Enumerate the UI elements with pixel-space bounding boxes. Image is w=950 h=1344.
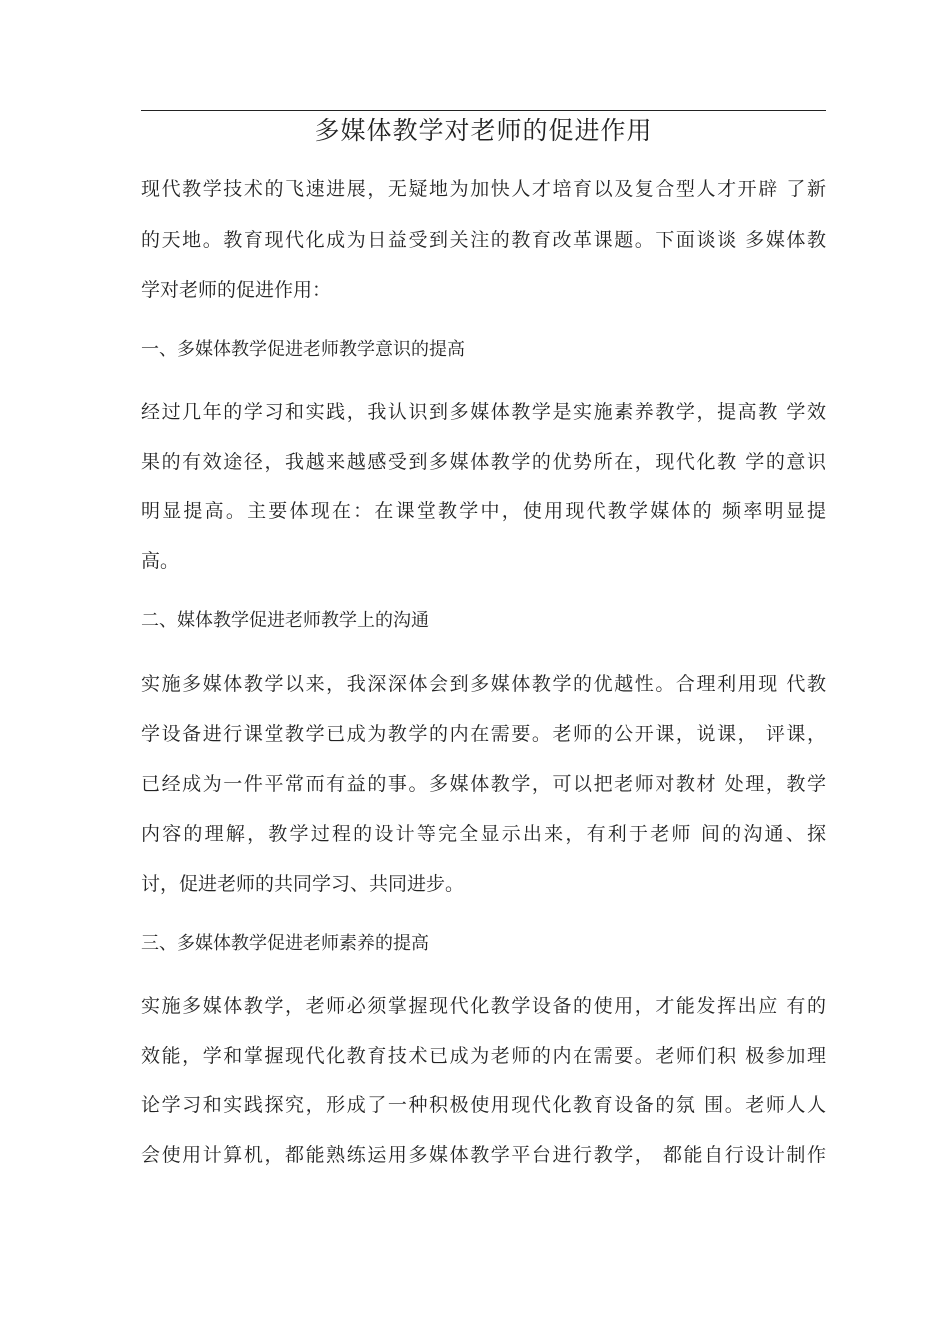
paragraph-line: 学设备进行课堂教学已成为教学的内在需要。老师的公开课，说课， 评课， <box>141 723 826 745</box>
paragraph-line: 经过几年的学习和实践，我认识到多媒体教学是实施素养教学，提高教 学效 <box>141 401 826 423</box>
paragraph-line: 会使用计算机，都能熟练运用多媒体教学平台进行教学， 都能自行设计制作 <box>141 1144 826 1166</box>
paragraph-line: 效能，学和掌握现代化教育技术已成为老师的内在需要。老师们积 极参加理 <box>141 1045 826 1067</box>
paragraph-line: 讨，促进老师的共同学习、共同进步。 <box>141 873 465 895</box>
document-title: 多媒体教学对老师的促进作用 <box>314 116 653 145</box>
paragraph-line: 现代教学技术的飞速进展，无疑地为加快人才培育以及复合型人才开辟 了新 <box>141 178 826 200</box>
section-heading: 一、多媒体教学促进老师教学意识的提高 <box>141 339 465 360</box>
paragraph-line: 果的有效途径，我越来越感受到多媒体教学的优势所在，现代化教 学的意识 <box>141 451 826 473</box>
paragraph-line: 内容的理解，教学过程的设计等完全显示出来，有利于老师 间的沟通、探 <box>141 823 826 845</box>
paragraph-line: 论学习和实践探究，形成了一种积极使用现代化教育设备的氛 围。老师人人 <box>141 1094 826 1116</box>
section-heading: 二、媒体教学促进老师教学上的沟通 <box>141 610 429 631</box>
paragraph-line: 的天地。教育现代化成为日益受到关注的教育改革课题。下面谈谈 多媒体教 <box>141 229 826 251</box>
paragraph-line: 已经成为一件平常而有益的事。多媒体教学，可以把老师对教材 处理，教学 <box>141 773 826 795</box>
header-rule <box>141 110 826 111</box>
paragraph-line: 高。 <box>141 550 180 572</box>
paragraph-line: 实施多媒体教学以来，我深深体会到多媒体教学的优越性。合理利用现 代教 <box>141 673 826 695</box>
paragraph-line: 实施多媒体教学，老师必须掌握现代化教学设备的使用，才能发挥出应 有的 <box>141 995 826 1017</box>
section-heading: 三、多媒体教学促进老师素养的提高 <box>141 933 429 954</box>
paragraph-line: 明显提高。主要体现在：在课堂教学中，使用现代教学媒体的 频率明显提 <box>141 500 826 522</box>
paragraph-line: 学对老师的促进作用： <box>141 279 332 301</box>
